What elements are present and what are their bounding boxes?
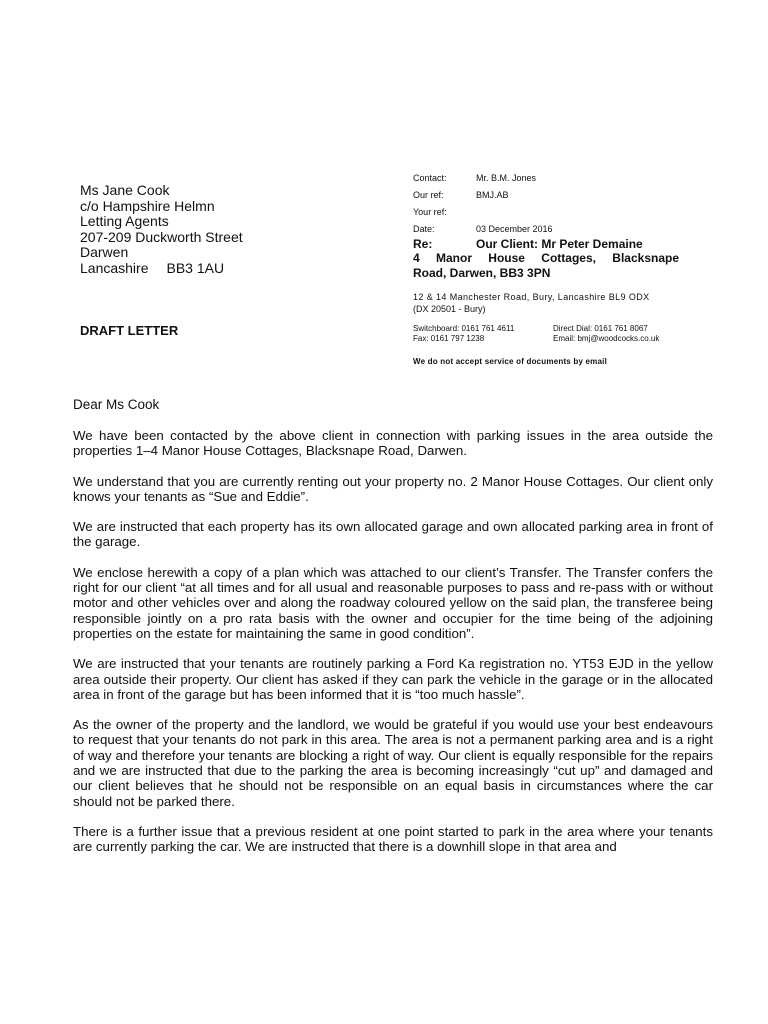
email-address: Email: bmj@woodcocks.co.uk (553, 334, 660, 343)
body-paragraph: We are instructed that each property has its own allocated garage and own allocated parking area in front of the garage. (73, 519, 713, 550)
direct-dial-number: Direct Dial: 0161 761 8067 (553, 324, 648, 333)
body-paragraph: We have been contacted by the above client in connection with parking issues in the area outside the properties 1–4 Manor House Cottages, Blacksnape Road, Darwen. (73, 428, 713, 459)
ref-label: Your ref: (413, 206, 447, 217)
no-service-notice: We do not accept service of documents by email (413, 357, 607, 366)
switchboard-number: Switchboard: 0161 761 4611 (413, 324, 515, 333)
recipient-county: Lancashire (80, 259, 149, 276)
ref-row-date (413, 220, 553, 237)
re-line-3: Road, Darwen, BB3 3PN (413, 265, 551, 280)
recipient-address (80, 183, 243, 277)
re-client: Our Client: Mr Peter Demaine (476, 237, 643, 251)
recipient-line-4: 207-209 Duckworth Street (80, 228, 243, 245)
ref-row-contact (413, 169, 553, 186)
body-paragraph: We enclose herewith a copy of a plan which was attached to our client’s Transfer. The Transfer confers the right for our client “at all times and for all usual and reasonable purposes to pass and re-pass with or without motor and other vehicles over and along the roadway coloured yellow on the said plan, the transferee being responsible jointly on a pro rata basis with the owner and occupier for the time being of the adjoining properties on the estate for maintaining the same in good condition”. (73, 564, 713, 641)
re-label: Re: (413, 237, 433, 251)
recipient-line-2: c/o Hampshire Helmn (80, 197, 215, 214)
ref-row-our-ref (413, 186, 553, 203)
recipient-name: Ms Jane Cook (80, 182, 170, 198)
re-block (413, 237, 679, 280)
body-paragraph: We understand that you are currently renting out your property no. 2 Manor House Cottages. Our client only knows your tenants as “Sue and Eddie”. (73, 473, 713, 504)
ref-value: Mr. B.M. Jones (476, 172, 537, 183)
ref-label: Contact: (413, 172, 447, 183)
ref-row-your-ref (413, 203, 553, 220)
salutation: Dear Ms Cook (73, 397, 160, 412)
contact-details (413, 324, 659, 344)
ref-value: BMJ.AB (476, 189, 509, 200)
re-line-1 (413, 237, 679, 251)
office-address (413, 291, 650, 315)
recipient-line-5: Darwen (80, 244, 129, 261)
office-address-line: 12 & 14 Manchester Road, Bury, Lancashire BL9 ODX (413, 292, 650, 302)
ref-label: Date: (413, 223, 435, 234)
body-paragraph: As the owner of the property and the landlord, we would be grateful if you would use your best endeavours to request that your tenants do not park in this area. The area is not a permanent parking area and is a right of way and therefore your tenants are blocking a right of way. Our client is equally responsible for the repairs and we are instructed that due to the parking the area is becoming increasingly “cut up” and damaged and our client believes that he should not be responsible on an equal basis in circumstances where the car should not be parked there. (73, 717, 713, 809)
ref-label: Our ref: (413, 189, 444, 200)
body-paragraph: We are instructed that your tenants are routinely parking a Ford Ka registration no. YT53 EJD in the yellow area outside their property. Our client has asked if they can park the vehicle in the garage or in the allocated area in front of the garage but has been informed that it is “too much hassle”. (73, 656, 713, 702)
office-dx: (DX 20501 - Bury) (413, 304, 486, 314)
fax-number: Fax: 0161 797 1238 (413, 334, 485, 343)
letter-body (73, 428, 713, 870)
ref-value: 03 December 2016 (476, 223, 553, 234)
reference-block (413, 169, 553, 237)
recipient-line-3: Letting Agents (80, 213, 169, 230)
recipient-postcode: BB3 1AU (166, 259, 225, 276)
re-line-2: 4 Manor House Cottages, Blacksnape (413, 251, 679, 266)
body-paragraph: There is a further issue that a previous resident at one point started to park in the area where your tenants are currently parking the car. We are instructed that there is a downhill slope in that area and (73, 823, 713, 855)
draft-letter-label: DRAFT LETTER (80, 323, 179, 338)
recipient-county-line (80, 261, 243, 277)
